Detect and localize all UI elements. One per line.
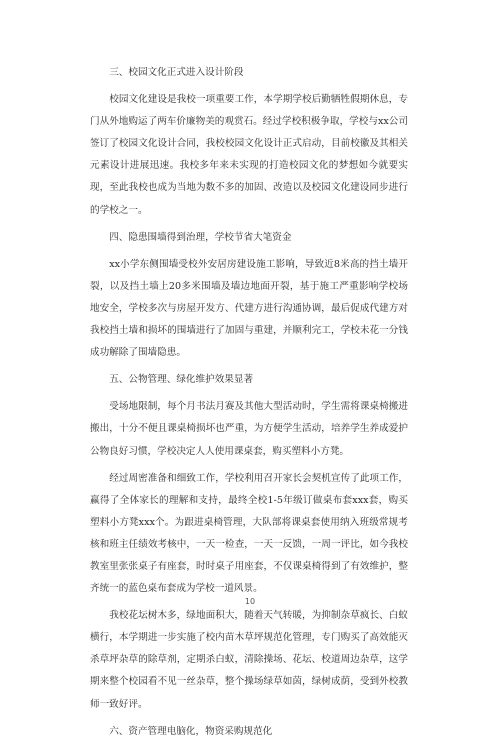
paragraph: 校园文化建设是我校一项重要工作，本学期学校后勤牺牲假期休息，专门从外地购运了两车价廉物美的观赏石。经过学校积极争取，学校与xx公司签订了校园文化设计合同，我校校园文化设计正式启动，目前校徽及其相关元素设计进展迅速。我校多年来未实现的打造校园文化的梦想如今就要实现，至此我校也成为当地为数不多的加固、改造以及校园文化建设同步进行的学校之一。: [90, 94, 408, 216]
paragraph: 受场地限制，每个月书法月赛及其他大型活动时，学生需将课桌椅搬进搬出，十分不便且课桌椅损坏也严重，为方便学生活动，培养学生养成爱护公物良好习惯，学校决定人人使用课桌套，购买塑料小方凳。: [90, 401, 408, 457]
paragraph: 我校花坛树木多，绿地面积大，随着天气转暖，为抑制杂草疯长、白蚁横行，本学期进一步实施了校内苗木草坪规范化管理，专门购买了高效能灭杀草坪杂草的除草剂，定期杀白蚁，清除操场、花坛、校道周边杂草，这学期来整个校园看不见一丝杂草，整个操场绿草如茵，绿树成荫，受到外校教师一致好评。: [90, 610, 408, 710]
section-heading-4: 四、隐患围墙得到治理，学校节省大笔资金: [109, 231, 292, 243]
document-body: [90, 62, 408, 748]
section-heading-6: 六、资产管理电脑化，物资采购规范化: [109, 725, 273, 737]
paragraph: 经过周密准备和细致工作，学校利用召开家长会契机宣传了此项工作，赢得了全体家长的理解和支持，最终全校1-5年级订做桌布套xxx套，购买塑料小方凳xxx个。为跟进桌椅管理，大队部将课桌套使用纳入班级常规考核和班主任绩效考核中，一天一检查，一天一反馈，一周一评比，如今我校教室里张张桌子有座套，时时桌子用座套，不仅课桌椅得到了有效维护，整齐统一的蓝色桌布套成为学校一道风景。: [90, 472, 408, 595]
section-heading-5: 五、公物管理、绿化维护效果显著: [109, 374, 254, 386]
page-number: 10: [244, 597, 256, 606]
section-heading-3: 三、校园文化正式进入设计阶段: [109, 67, 244, 78]
paragraph: xx小学东侧围墙受校外安居房建设施工影响，导致近8米高的挡土墙开裂，以及挡土墙上20多米围墙及墙边地面开裂，基于施工严重影响学校场地安全，学校多次与房屋开发方、代建方进行沟通协调，最后促成代建方对我校挡土墙和损坏的围墙进行了加固与重建，并顺利完工，学校未花一分钱成功解除了围墙隐患。: [90, 258, 408, 359]
